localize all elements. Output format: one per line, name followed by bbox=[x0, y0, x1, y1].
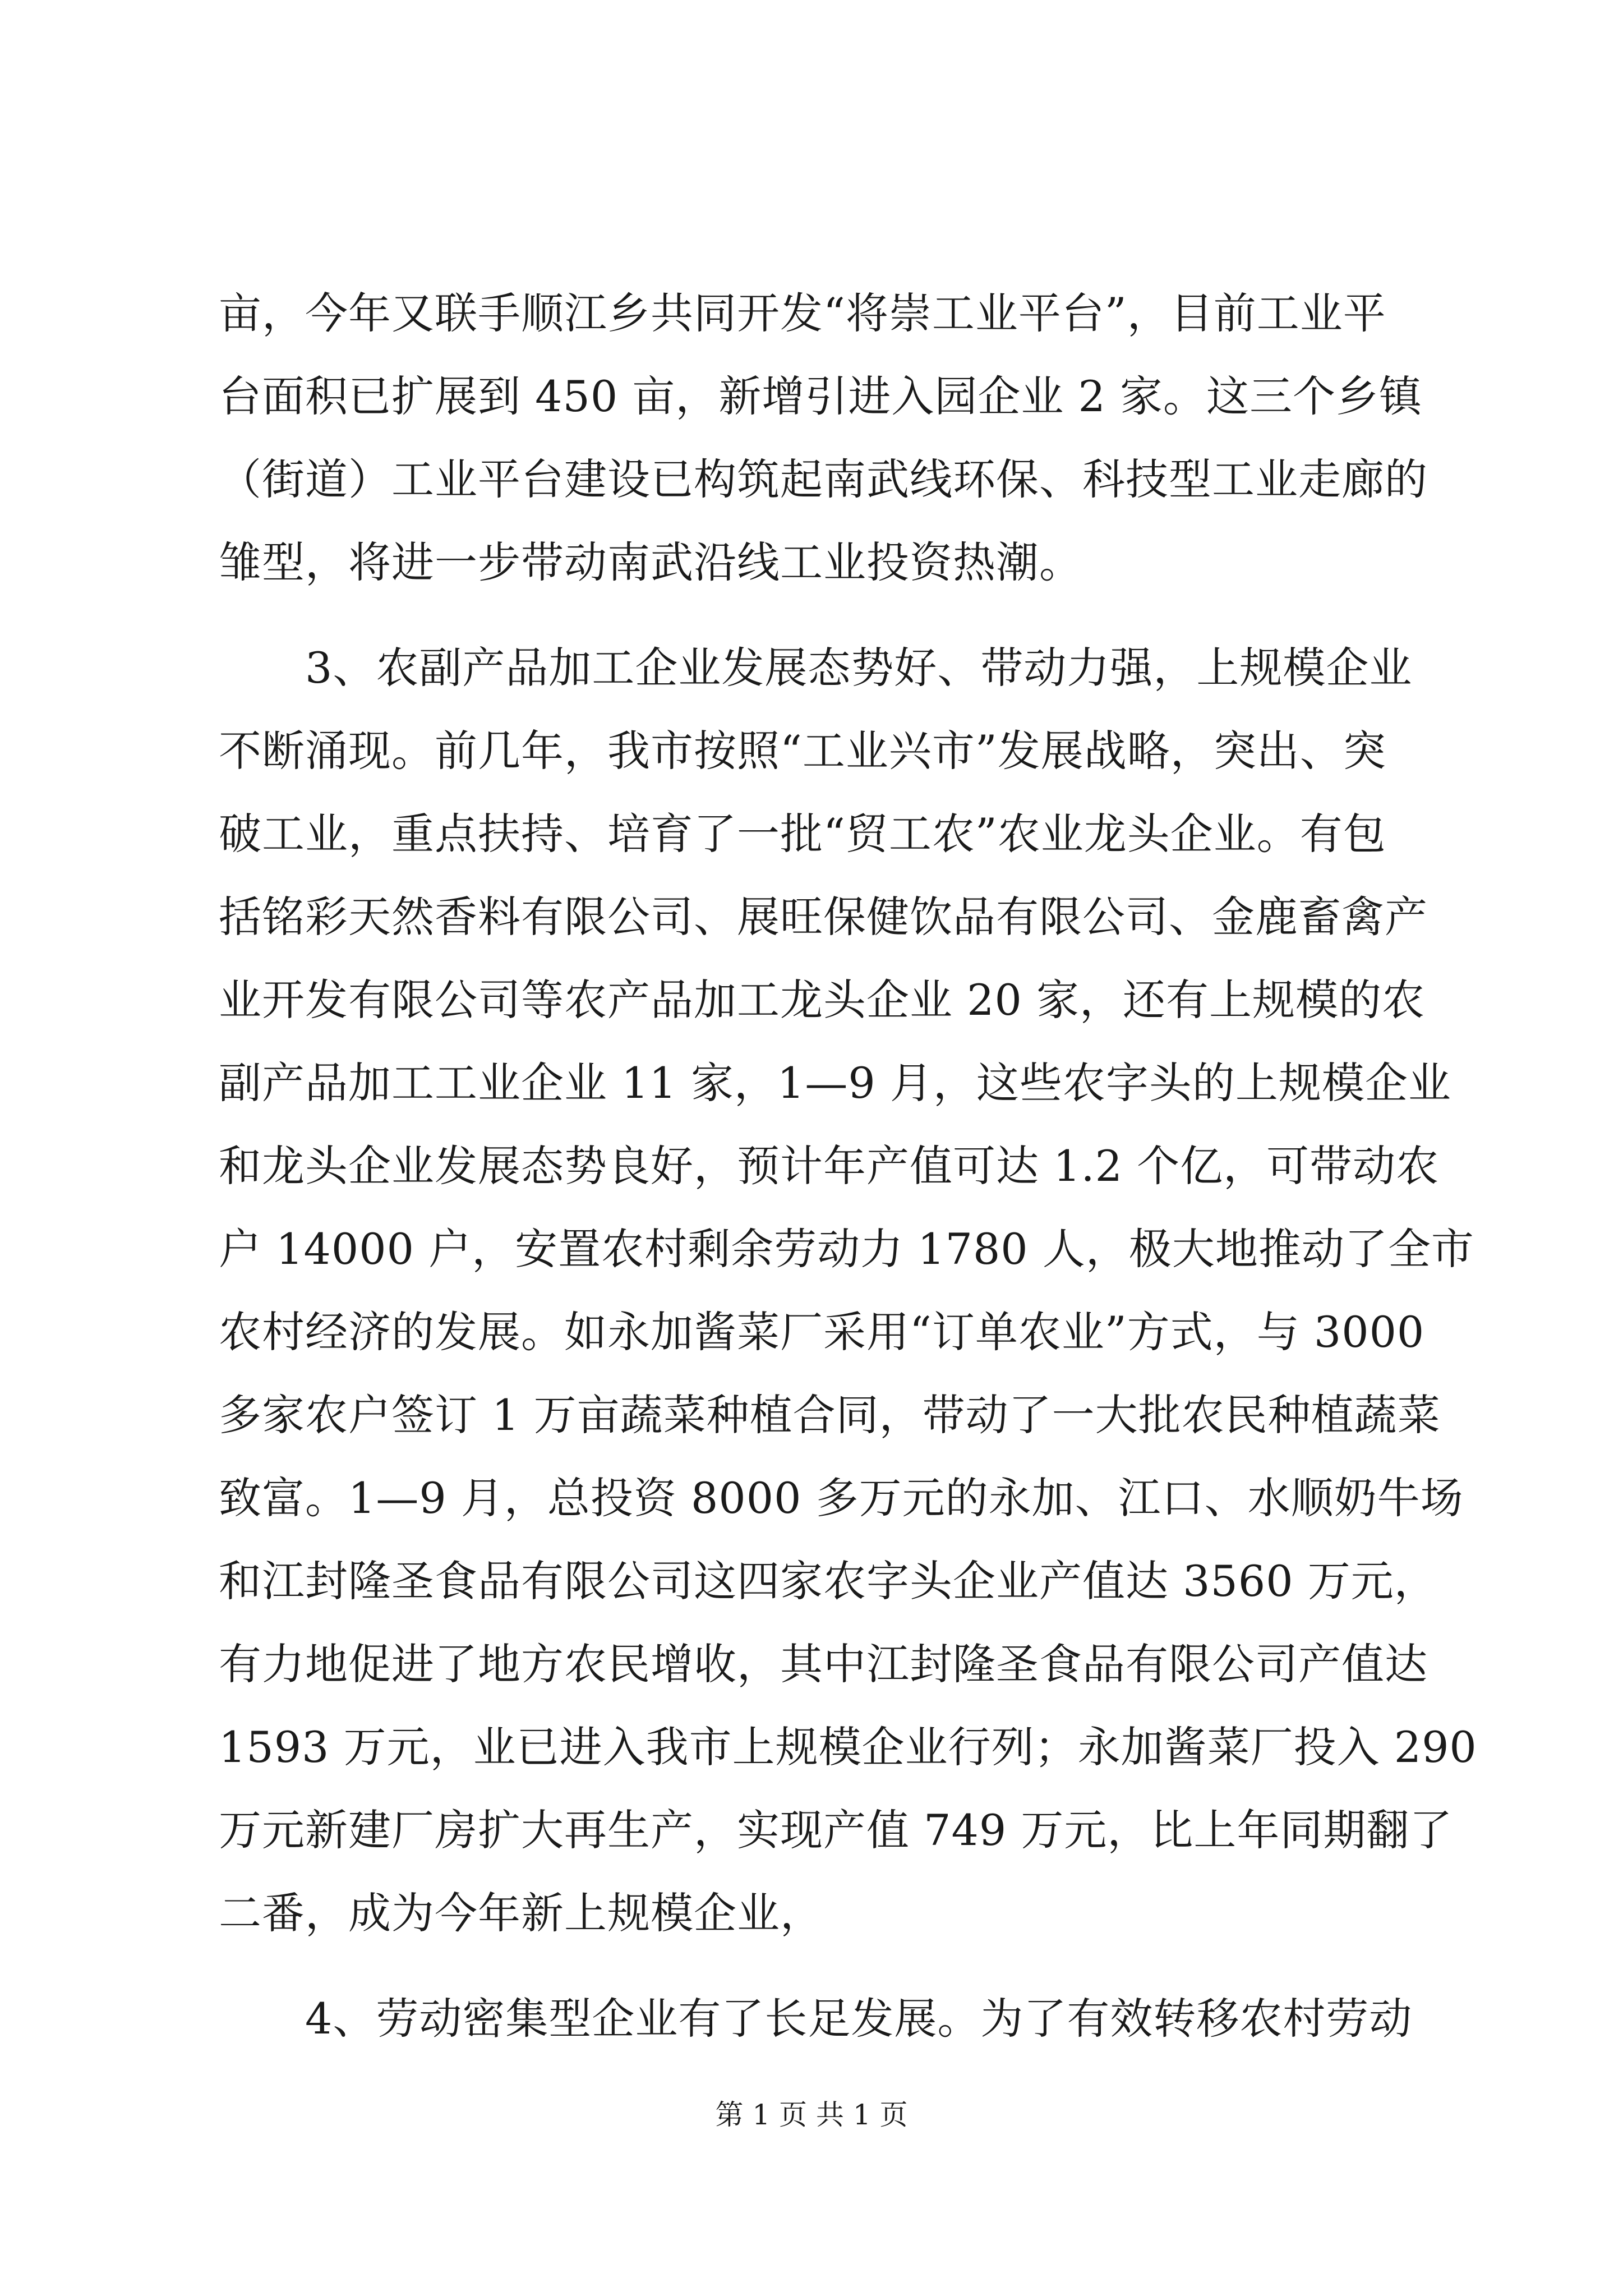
text-line: 4、劳动密集型企业有了长足发展。为了有效转移农村劳动 bbox=[219, 1994, 1413, 2044]
paragraph-gap bbox=[219, 604, 1416, 627]
text-line: 户 14000 户，安置农村剩余劳动力 1780 人，极大地推动了全市 bbox=[219, 1224, 1474, 1274]
text-line: 副产品加工工业企业 11 家，1—9 月，这些农字头的上规模企业 bbox=[219, 1058, 1451, 1108]
text-line: 致富。1—9 月，总投资 8000 多万元的永加、江口、水顺奶牛场 bbox=[219, 1473, 1464, 1523]
text-line: 1593 万元，业已进入我市上规模企业行列；永加酱菜厂投入 290 bbox=[219, 1722, 1477, 1772]
text-line: （街道）工业平台建设已构筑起南武线环保、科技型工业走廊的 bbox=[219, 454, 1428, 504]
page-footer: 第 1 页 共 1 页 bbox=[715, 2099, 908, 2131]
text-line: 有力地促进了地方农民增收，其中江封隆圣食品有限公司产值达 bbox=[219, 1639, 1428, 1689]
text-line: 台面积已扩展到 450 亩，新增引进入园企业 2 家。这三个乡镇 bbox=[219, 371, 1423, 421]
text-line: 括铭彩天然香料有限公司、展旺保健饮品有限公司、金鹿畜禽产 bbox=[219, 892, 1428, 942]
text-line: 不断涌现。前几年，我市按照“工业兴市”发展战略，突出、突 bbox=[219, 726, 1386, 776]
text-line: 和龙头企业发展态势良好，预计年产值可达 1.2 个亿，可带动农 bbox=[219, 1141, 1440, 1191]
text-line: 万元新建厂房扩大再生产，实现产值 749 万元，比上年同期翻了 bbox=[219, 1805, 1453, 1855]
text-line: 和江封隆圣食品有限公司这四家农字头企业产值达 3560 万元， bbox=[219, 1556, 1437, 1606]
paragraph-gap bbox=[219, 1955, 1416, 1977]
text-line: 农村经济的发展。如永加酱菜厂采用“订单农业”方式，与 3000 bbox=[219, 1307, 1425, 1357]
text-line: 二番，成为今年新上规模企业， bbox=[219, 1888, 823, 1938]
text-line: 3、农副产品加工企业发展态势好、带动力强，上规模企业 bbox=[219, 643, 1413, 693]
text-line: 多家农户签订 1 万亩蔬菜种植合同，带动了一大批农民种植蔬菜 bbox=[219, 1390, 1441, 1440]
document-body bbox=[219, 272, 1477, 2060]
text-line: 亩，今年又联手顺江乡共同开发“将崇工业平台”，目前工业平 bbox=[219, 288, 1386, 338]
text-line: 业开发有限公司等农产品加工龙头企业 20 家，还有上规模的农 bbox=[219, 975, 1426, 1025]
text-line: 雏型，将进一步带动南武沿线工业投资热潮。 bbox=[219, 537, 1082, 587]
text-line: 破工业，重点扶持、培育了一批“贸工农”农业龙头企业。有包 bbox=[219, 809, 1386, 859]
